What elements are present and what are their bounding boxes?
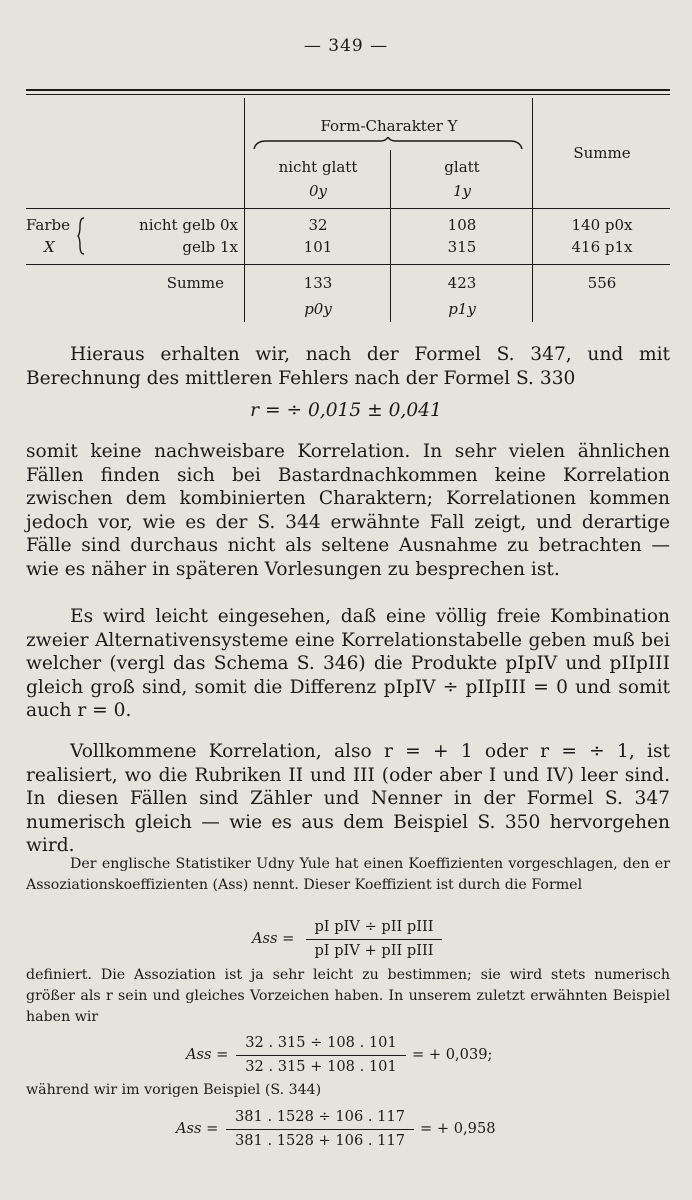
row1-label: nicht gelb 0x <box>139 216 238 234</box>
formula-ass-example-2-result: = + 0,958 <box>420 1120 496 1137</box>
formula-ass-example-1-result: = + 0,039; <box>412 1046 493 1063</box>
row-group-label-1: Farbe <box>26 216 70 234</box>
formula-ass-example-2-lhs: Ass = <box>176 1120 219 1137</box>
small-paragraph-3: während wir im vorigen Beispiel (S. 344) <box>26 1082 322 1098</box>
paragraph-4: Vollkommene Korrelation, also r = + 1 oder r = ÷ 1, ist realisiert, wo die Rubriken II und III (oder aber I und IV) leer sind. In diesen Fällen sind Zähler und Nenner in der Formel S. 347 numerisch gleich — wie es aus dem Beispiel S. 350 hervorgehen wird. <box>26 741 670 857</box>
group-header: Form-Charakter Y <box>320 117 458 135</box>
sum-row-total: 556 <box>587 274 617 292</box>
table-header-rule <box>26 208 670 209</box>
row1-c1: 32 <box>308 216 328 234</box>
formula-ass-denominator: pI pIV + pII pIII <box>314 942 434 959</box>
formula-ass-bar <box>306 939 442 940</box>
col2-symbol: 1y <box>452 182 472 200</box>
formula-ass-example-1-denominator: 32 . 315 + 108 . 101 <box>245 1058 397 1075</box>
row1-sum: 140 p0x <box>571 216 633 234</box>
group-brace <box>252 137 524 153</box>
table-top-rule <box>26 89 670 91</box>
col1-symbol: 0y <box>308 182 328 200</box>
formula-ass-example-1-lhs: Ass = <box>186 1046 229 1063</box>
formula-ass-lhs: Ass = <box>252 930 295 947</box>
formula-ass-example-1-bar <box>236 1055 406 1056</box>
row2-sum: 416 p1x <box>571 238 633 256</box>
row2-label: gelb 1x <box>182 238 238 256</box>
page-number: — 349 — <box>303 36 389 56</box>
small-paragraph-1: Der englische Statistiker Udny Yule hat einen Koeffizienten vorgeschlagen, den er Assoziationskoeffizienten (Ass) nennt. Dieser Koeffizient ist durch die Formel <box>26 856 670 893</box>
formula-ass-example-2-bar <box>226 1129 414 1130</box>
formula-ass-example-2 <box>0 1108 692 1154</box>
formula-ass-example-2-denominator: 381 . 1528 + 106 . 117 <box>234 1132 406 1149</box>
paragraph-2: somit keine nachweisbare Korrelation. In sehr vielen ähnlichen Fällen finden sich bei Bastardnachkommen keine Korrelation zwischen dem kombinierten Charaktern; Korrelationen kommen jedoch vor, wie es der S. 344 erwähnte Fall zeigt, und derartige Fälle sind durchaus nicht als seltene Ausnahme zu betrachten — wie es näher in späteren Vorlesungen zu besprechen ist. <box>26 441 670 580</box>
sum-row-c1: 133 <box>303 274 333 292</box>
col1-label: nicht glatt <box>278 158 358 176</box>
row2-c2: 315 <box>447 238 477 256</box>
formula-ass-numerator: pI pIV ÷ pII pIII <box>314 918 434 935</box>
formula-ass-example-1-numerator: 32 . 315 ÷ 108 . 101 <box>245 1034 397 1051</box>
sum-header: Summe <box>573 144 631 162</box>
formula-ass-example-1 <box>0 1034 692 1080</box>
small-paragraph-2: definiert. Die Assoziation ist ja sehr leicht zu bestimmen; sie wird stets numerisch größer als r sein und gleiches Vorzeichen haben. In unserem zuletzt erwähnten Beispiel haben wir <box>26 967 670 1025</box>
paragraph-3: Es wird leicht eingesehen, daß eine völlig freie Kombination zweier Alternativensysteme eine Korrelationstabelle geben muß bei welcher (vergl das Schema S. 346) die Produkte pIpIV und pIIpIII gleich groß sind, somit die Differenz pIpIV ÷ pIIpIII = 0 und somit auch r = 0. <box>26 606 670 722</box>
sum-row-c2: 423 <box>447 274 477 292</box>
row1-c2: 108 <box>447 216 477 234</box>
paragraph-1: Hieraus erhalten wir, nach der Formel S. 347, und mit Berechnung des mittleren Fehlers nach der Formel S. 330 <box>26 344 670 389</box>
formula-ass-definition <box>0 918 692 964</box>
table-sum-rule <box>26 264 670 265</box>
formula-ass-example-2-numerator: 381 . 1528 ÷ 106 . 117 <box>234 1108 406 1125</box>
formula-r: r = ÷ 0,015 ± 0,041 <box>250 400 442 421</box>
sum-row-c2-symbol: p1y <box>448 300 476 318</box>
table-top-rule-thin <box>26 94 670 95</box>
row2-c1: 101 <box>303 238 333 256</box>
row-group-label-2: X <box>44 238 55 256</box>
sum-row-c1-symbol: p0y <box>304 300 332 318</box>
col2-label: glatt <box>444 158 480 176</box>
sum-row-label: Summe <box>166 274 224 292</box>
row-group-brace <box>76 216 88 256</box>
